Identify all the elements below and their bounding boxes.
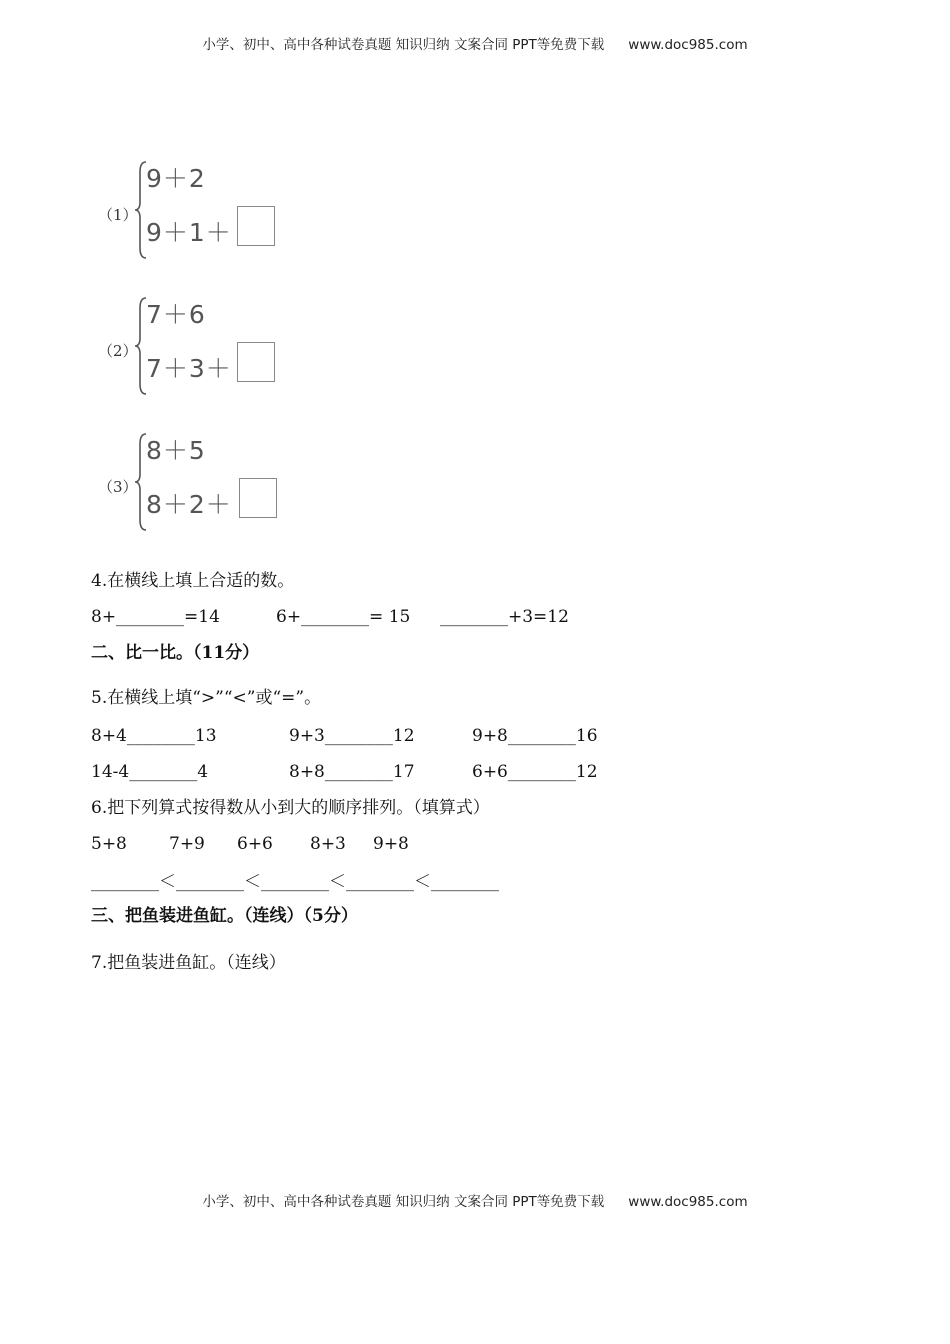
bracket-group-2 <box>98 296 318 396</box>
header-text: 小学、初中、高中各种试卷真题 知识归纳 文案合同 PPT等免费下载 <box>202 37 605 53</box>
q6-expression: 6+6 <box>237 834 273 854</box>
q4-item-3[interactable]: ________+3=12 <box>440 607 569 627</box>
expression-bottom: 7＋3＋ <box>146 354 232 383</box>
answer-box[interactable] <box>237 342 275 382</box>
answer-box[interactable] <box>239 478 277 518</box>
q7-title: 7.把鱼装进鱼缸。（连线） <box>91 953 286 973</box>
q6-expression: 7+9 <box>169 834 205 854</box>
q6-order-blanks[interactable]: ________＜________＜________＜________＜________ <box>91 872 499 892</box>
page-footer <box>0 1190 950 1210</box>
group-label: （2） <box>98 342 138 360</box>
answer-box[interactable] <box>237 206 275 246</box>
q4-title: 4.在横线上填上合适的数。 <box>91 571 295 591</box>
footer-text: 小学、初中、高中各种试卷真题 知识归纳 文案合同 PPT等免费下载 <box>202 1194 605 1210</box>
q5-compare-item[interactable]: 9+8________16 <box>472 726 598 746</box>
q5-compare-item[interactable]: 8+4________13 <box>91 726 217 746</box>
group-label: （1） <box>98 206 138 224</box>
header-url[interactable]: www.doc985.com <box>628 37 748 53</box>
q5-compare-item[interactable]: 8+8________17 <box>289 762 415 782</box>
q6-expression: 5+8 <box>91 834 127 854</box>
expression-bottom: 8＋2＋ <box>146 490 232 519</box>
bracket-group-1 <box>98 160 318 260</box>
q4-item-1[interactable]: 8+________=14 <box>91 607 220 627</box>
section-2-heading: 二、比一比。（11分） <box>91 643 260 663</box>
q6-expression: 9+8 <box>373 834 409 854</box>
footer-url[interactable]: www.doc985.com <box>628 1194 748 1210</box>
q6-title: 6.把下列算式按得数从小到大的顺序排列。（填算式） <box>91 798 490 818</box>
q5-title: 5.在横线上填“>”“<”或“=”。 <box>91 688 322 708</box>
q4-item-2[interactable]: 6+________= 15 <box>276 607 411 627</box>
q6-expression: 8+3 <box>310 834 346 854</box>
bracket-group-3 <box>98 432 318 532</box>
q5-compare-item[interactable]: 14-4________4 <box>91 762 209 782</box>
expression-top: 7＋6 <box>146 300 206 329</box>
page-header <box>0 33 950 53</box>
expression-bottom: 9＋1＋ <box>146 218 232 247</box>
section-3-heading: 三、把鱼装进鱼缸。（连线）（5分） <box>91 906 358 926</box>
expression-top: 9＋2 <box>146 164 206 193</box>
expression-top: 8＋5 <box>146 436 206 465</box>
q5-compare-item[interactable]: 9+3________12 <box>289 726 415 746</box>
group-label: （3） <box>98 478 138 496</box>
q5-compare-item[interactable]: 6+6________12 <box>472 762 598 782</box>
